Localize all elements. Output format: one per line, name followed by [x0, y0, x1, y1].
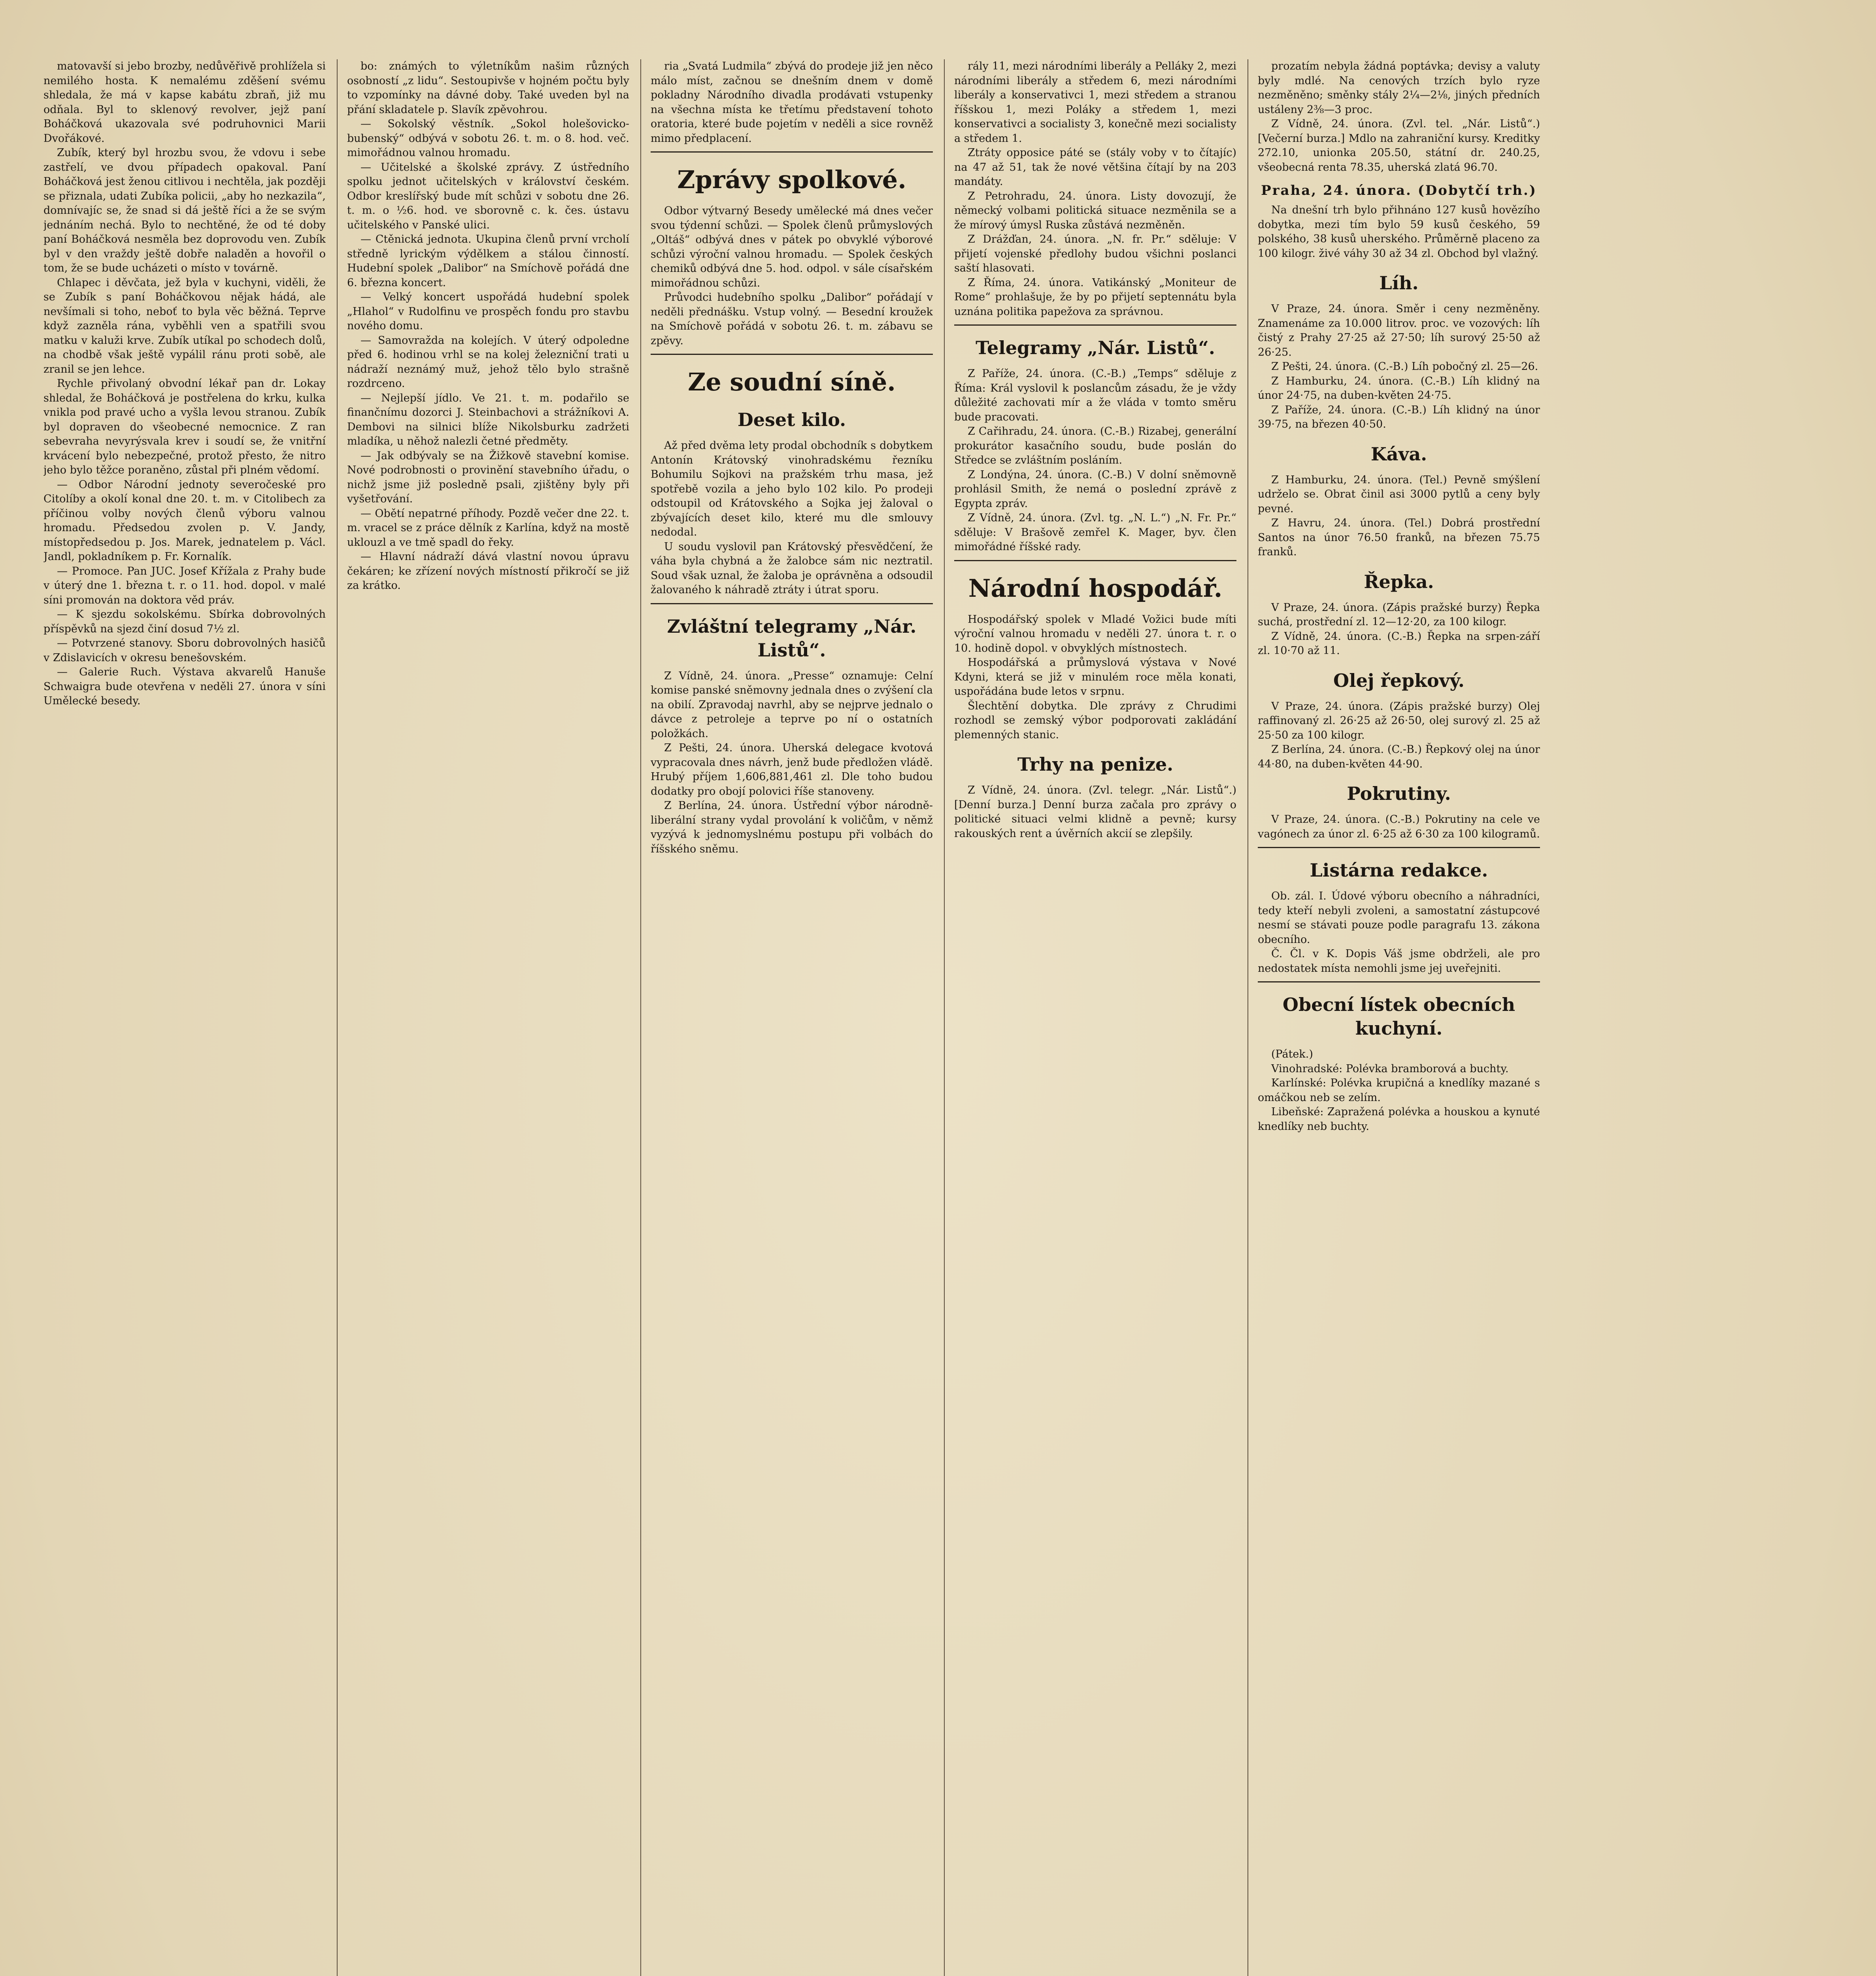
paragraph: Šlechtění dobytka. Dle zprávy z Chrudimi rozhodl se zemský výbor podporovati zakládání plemenných stanic.: [954, 700, 1236, 741]
column-rule: [640, 59, 641, 1976]
section-divider: [651, 603, 933, 604]
paragraph: U soudu vyslovil pan Krátovský přesvědčení, že váha byla chybná a že žalobce sám nic neztratil. Soud však uznal, že žaloba je oprávněna a odsoudil žalovaného k náhradě ztráty i útrat sporu.: [651, 540, 933, 596]
heading-obecni-listek: Obecní lístek obecních kuchyní.: [1282, 994, 1516, 1039]
paragraph: Z Vídně, 24. února. (Zvl. tg. „N. L.“) „N. Fr. Pr.“ sděluje: V Brašově zemřel K. Mager, byv. člen mimořádné říšské rady.: [954, 512, 1236, 553]
paragraph: Ob. zál. I. Údové výboru obecního a náhradníci, tedy kteří nebyli zvoleni, a samostatní zástupcové nesmí se stávati pouze podle paragrafu 13. zákona obecního.: [1258, 890, 1540, 946]
paragraph: Hospodářská a průmyslová výstava v Nové Kdyni, která se již v minulém roce měla konati, uspořádána bude letos v srpnu.: [954, 656, 1236, 698]
paragraph: Průvodci hudebního spolku „Dalibor“ pořádají v neděli přednášku. Vstup volný. — Besední kroužek na Smíchově pořádá v sobotu 26. t. m. zábavu se zpěvy.: [651, 291, 933, 347]
column-rule: [337, 59, 338, 1976]
paragraph: Z Vídně, 24. února. (C.-B.) Řepka na srpen-září zl. 10·70 až 11.: [1258, 630, 1540, 657]
zvlastni-telegramy-text: [651, 669, 933, 857]
paragraph: V Praze, 24. února. (C.-B.) Pokrutiny na cele ve vagónech za únor zl. 6·25 až 6·30 za 100 kilogramů.: [1258, 813, 1540, 840]
paragraph: Karlínské: Polévka krupičná a knedlíky mazané s omáčkou neb se zelím.: [1258, 1077, 1540, 1104]
kava-text: [1258, 473, 1540, 560]
paragraph: Hospodářský spolek v Mladé Vožici bude míti výroční valnou hromadu v neděli 27. února t. r. o 10. hodině dopol. v obvyklých místnostech.: [954, 613, 1236, 654]
paragraph: Ztráty opposice páté se (stály voby v to čítajíc) na 47 až 51, tak že nové většina čítají by na 203 mandáty.: [954, 147, 1236, 188]
paragraph: Zubík, který byl hrozbu svou, že vdovu i sebe zastřelí, ve dvou případech opakoval. Paní Boháčková jest ženou citlivou i nechtěla, jak později se přiznala, udati Zubíka policii, „aby ho nezkazila“, domnívajíc se, že snad si dá ještě říci a že se svým jednáním nechá. Bylo to nechtěné, že od té doby paní Boháčková nesměla bez doprovodu ven. Zubík byl v den vraždy ještě dobře naladěn a hovořil o tom, že se bude ucházeti o místo v továrně.: [43, 147, 326, 274]
heading-kava: Káva.: [1370, 443, 1427, 465]
paragraph: Z Vídně, 24. února. (Zvl. telegr. „Nár. Listů“.) [Denní burza.] Denní burza začala pro zprávy o politické situaci velmi klidně a pevně; kursy rakouských rent a úvěrních akcií se zlepšily.: [954, 784, 1236, 840]
section-heading-soudni-sin: Ze soudní síně.: [688, 368, 896, 396]
section-divider: [954, 324, 1236, 326]
paragraph: — K sjezdu sokolskému. Sbírka dobrovolných příspěvků na sjezd činí dosud 7½ zl.: [43, 608, 326, 635]
paragraph: — Učitelské a školské zprávy. Z ústředního spolku jednot učitelských v království českém. Odbor kreslířský bude mít schůzi v sobotu dne 26. t. m. o ½6. hod. ve sborovně c. k. čes. ústavu učitelského v Panské ulici.: [347, 161, 629, 231]
column-3-intro: [651, 59, 933, 146]
paragraph: Z Cařihradu, 24. února. (C.-B.) Rizabej, generální prokurátor kasačního soudu, bude poslán do Středce se zvláštním posláním.: [954, 425, 1236, 466]
paragraph: — Obětí nepatrné příhody. Pozdě večer dne 22. t. m. vracel se z práce dělník z Karlína, když na mostě uklouzl a ve tmě spadl do řeky.: [347, 507, 629, 549]
paragraph: matovavší si jebo brozby, nedůvěřivě prohlížela si nemilého hosta. K nemalému zděšení svému shledala, že má v kapse kabátu zbraň, již mu odňala. Byl to sklenový revolver, jejž paní Boháčková ukazovala své podruhovnici Marii Dvořákové.: [43, 60, 326, 145]
section-heading-trhy: Trhy na penize.: [1017, 754, 1174, 775]
paragraph: V Praze, 24. února. (Zápis pražské burzy) Řepka suchá, prostřední zl. 12—12·20, za 100 kilogr.: [1258, 601, 1540, 628]
column-1-text: [43, 59, 326, 709]
paragraph: rály 11, mezi národními liberály a Pelláky 2, mezi národními liberály a středem 6, mezi národními liberály a konservativci 1, mezi středem a stranou říšskou 1, mezi Poláky a středem 1, mezi konservativci a socialisty 3, konečně mezi socialisty a středem 1.: [954, 60, 1236, 145]
narodni-hospodar-text: [954, 613, 1236, 743]
lih-text: [1258, 302, 1540, 432]
paragraph: Odbor výtvarný Besedy umělecké má dnes večer svou týdenní schůzi. — Spolek členů průmyslových „Oltáš“ odbývá dnes v pátek po obvyklé výborové schůzi výroční valnou hromadu. — Spolek českých chemiků odbývá dne 5. hod. odpol. v sále císařském mimořádnou schůzi.: [651, 205, 933, 289]
telegramy-text: [954, 367, 1236, 554]
paragraph: Libeňské: Zapražená polévka a houskou a kynuté knedlíky neb buchty.: [1258, 1106, 1540, 1133]
column-4: [954, 59, 1236, 1976]
section-heading-zvlastni-telegramy: Zvláštní telegramy „Nár. Listů“.: [667, 615, 917, 661]
paragraph: Z Říma, 24. února. Vatikánský „Moniteur de Rome“ prohlašuje, že by po přijetí septennátu byla uznána politika papežova za správnou.: [954, 276, 1236, 318]
section-divider: [651, 151, 933, 153]
paragraph: — Odbor Národní jednoty severočeské pro Citolíby a okolí konal dne 20. t. m. v Citolibech za příčinou volby nových členů výboru valnou hromadu. Předsedou zvolen p. V. Jandy, místopředsedou p. Jos. Marek, jednatelem p. Václ. Jandl, pokladníkem p. Fr. Kornalík.: [43, 478, 326, 563]
paragraph: — Potvrzené stanovy. Sboru dobrovolných hasičů v Zdislavicích v okresu benešovském.: [43, 637, 326, 664]
paragraph: bo: známých to výletníkům našim různých osobností „z lidu“. Sestoupivše v hojném počtu byly to vzpomínky na dávné doby. Také uveden byl na přání skladatele p. Slavík zpěvohrou.: [347, 60, 629, 116]
section-heading-zpravy-spolkove: Zprávy spolkové.: [677, 165, 906, 194]
zpravy-spolkove-text: [651, 204, 933, 348]
paragraph: Rychle přivolaný obvodní lékař pan dr. Lokay shledal, že Boháčková je postřelena do krku, kulka vnikla pod pravé ucho a vyšla levou stranou. Zubík byl dopraven do všeobecné nemocnice. Z ran sebevraha nevyrýsvala krev i soudí se, že vnitřní krvácení bylo nebezpečné, protož přesto, že nitro jeho bylo těžce poraněno, zůstal při plném vědomí.: [43, 377, 326, 476]
paragraph: — Nejlepší jídlo. Ve 21. t. m. podařilo se finančnímu dozorci J. Steinbachovi a strážníkovi A. Dembovi na silnici blíže Nikolsburku zadržeti mladíka, u něhož nalezli četné předměty.: [347, 392, 629, 447]
paragraph: V Praze, 24. února. (Zápis pražské burzy) Olej raffinovaný zl. 26·25 až 26·50, olej surový zl. 25 až 25·50 za 100 kilogr.: [1258, 700, 1540, 741]
paragraph: Z Vídně, 24. února. (Zvl. tel. „Nár. Listů“.) [Večerní burza.] Mdlo na zahraniční kursy. Kreditky 272.10, unionka 205.50, státní dr. 240.25, všeobecná renta 78.35, uherská zlatá 96.70.: [1258, 118, 1540, 173]
paragraph: — Hlavní nádraží dává vlastní novou úpravu čekáren; ke zřízení nových místností přikročí se již za krátko.: [347, 551, 629, 592]
heading-listarna-redakce: Listárna redakce.: [1310, 860, 1488, 881]
heading-olej: Olej řepkový.: [1333, 669, 1465, 691]
paragraph: Chlapec i děvčata, jež byla v kuchyni, viděli, že se Zubík s paní Boháčkovou nějak hádá, ale nevšímali si toho, neboť to byla věc běžná. Teprve když zazněla rána, vyběhli ven a spatřili svou matku v kaluži krve. Zubík utíkal po schodech dolů, na chodbě však ještě vypálil ránu proti sobě, ale zranil se jen lehce.: [43, 276, 326, 375]
paragraph: Z Pešti, 24. února. Uherská delegace kvotová vypracovala dnes návrh, jenž bude předložen vládě. Hrubý příjem 1,606,881,461 zl. Dle toho budou dodatky pro obojí polovici říše stanoveny.: [651, 742, 933, 798]
section-heading-narodni-hospodar: Národní hospodář.: [968, 573, 1223, 603]
article-heading-deset-kilo: Deset kilo.: [737, 409, 846, 430]
section-divider: [1258, 847, 1540, 848]
paragraph: Na dnešní trh bylo přihnáno 127 kusů hovězího dobytka, mezi tím bylo 59 kusů českého, 59 polského, 38 kusů uherského. Průměrně placeno za 100 kilogr. živé váhy 30 až 34 zl. Obchod byl vlažný.: [1258, 204, 1540, 260]
paragraph: Z Petrohradu, 24. února. Listy dovozují, že německý volbami politická situace nezměnila se a že mírový úmysl Ruska zůstává nezměněn.: [954, 190, 1236, 231]
paragraph: Až před dvěma lety prodal obchodník s dobytkem Antonín Krátovský vinohradskému řezníku Bohumilu Sojkovi na pražském trhu masa, jež spotřebě vozila a jeho bylo 102 kilo. Po prodeji odstoupil od Krátovského a Sojka jej žaloval o zbývajících deset kilo, které mu dle smlouvy nedodal.: [651, 439, 933, 538]
repka-text: [1258, 601, 1540, 658]
column-5-intro: [1258, 59, 1540, 175]
paragraph: Z Hamburku, 24. února. (C.-B.) Líh klidný na únor 24·75, na duben-květen 24·75.: [1258, 375, 1540, 402]
column-1: [43, 59, 326, 1976]
paragraph: prozatím nebyla žádná poptávka; devisy a valuty byly mdlé. Na cenových trzích bylo ryze nezměněno; směnky stály 2¼—2⅛, jiných předních ustáleny 2⅜—3 proc.: [1258, 60, 1540, 116]
heading-repka: Řepka.: [1364, 571, 1434, 592]
soudni-sin-text: [651, 439, 933, 598]
section-divider: [1258, 981, 1540, 982]
paragraph: Z Vídně, 24. února. „Presse“ oznamuje: Celní komise panské sněmovny jednala dnes o zvýšení cla na obilí. Zpravodaj navrhl, aby se nejprve jednalo o dávce z petroleje a teprve po ní o ostatních položkách.: [651, 669, 933, 740]
heading-pokrutiny: Pokrutiny.: [1347, 783, 1451, 804]
paragraph: — Galerie Ruch. Výstava akvarelů Hanuše Schwaigra bude otevřena v neděli 27. února v síni Umělecké besedy.: [43, 666, 326, 707]
paragraph: Vinohradské: Polévka bramborová a buchty.: [1271, 1062, 1509, 1075]
paragraph: — Ctěnická jednota. Ukupina členů první vrcholí středně lyrickým výdělkem a stálou činností. Hudební spolek „Dalibor“ na Smíchově pořádá dne 6. března koncert.: [347, 233, 629, 289]
section-divider: [954, 560, 1236, 561]
paragraph: Č. Čl. v K. Dopis Váš jsme obdrželi, ale pro nedostatek místa nemohli jsme jej uveřejniti.: [1258, 948, 1540, 975]
paragraph: Z Londýna, 24. února. (C.-B.) V dolní sněmovně prohlásil Smith, že nemá o poslední zprávě z Egypta zpráv.: [954, 468, 1236, 510]
paragraph: Z Berlína, 24. února. (C.-B.) Řepkový olej na únor 44·80, na duben-květen 44·90.: [1258, 743, 1540, 770]
olej-text: [1258, 700, 1540, 772]
paragraph: — Sokolský věstník. „Sokol holešovicko-bubenský“ odbývá v sobotu 26. t. m. o 8. hod. več. mimořádnou valnou hromadu.: [347, 118, 629, 159]
paragraph: — Jak odbývaly se na Žižkově stavební komise. Nové podrobnosti o provinění stavebního úřadu, o nichž jsme již posledně psali, zjištěny byly při vyšetřování.: [347, 449, 629, 505]
column-5: [1258, 59, 1540, 1976]
dobytci-trh-text: [1258, 203, 1540, 261]
paragraph: ria „Svatá Ludmila“ zbývá do prodeje již jen něco málo míst, začnou se dnešním dnem v domě pokladny Národního divadla prodávati vstupenky na všechna místa ke třetímu představení tohoto oratoria, které bude pojetím v neděli a sice rovněž mimo předplacení.: [651, 60, 933, 145]
trhy-text: [954, 783, 1236, 841]
paragraph: V Praze, 24. února. Směr i ceny nezměněny. Znamenáme za 10.000 litrov. proc. ve vozových: líh čistý z Prahy 27·25 až 27·50; líh surový 25·50 až 26·25.: [1258, 303, 1540, 358]
subheading-praha-dobytci-trh: Praha, 24. února. (Dobytčí trh.): [1261, 183, 1537, 198]
paragraph: (Pátek.): [1271, 1048, 1313, 1060]
paragraph: Z Pešti, 24. února. (C.-B.) Líh pobočný zl. 25—26.: [1271, 360, 1538, 373]
column-2-text: [347, 59, 629, 593]
paragraph: Z Paříže, 24. února. (C.-B.) „Temps“ sděluje z Říma: Král vyslovil k poslancům zásadu, že je vždy důležité zachovati mír a že vláda v tomto směru bude pracovati.: [954, 368, 1236, 423]
paragraph: — Velký koncert uspořádá hudební spolek „Hlahol“ v Rudolfinu ve prospěch fondu pro stavbu nového domu.: [347, 291, 629, 332]
column-rule: [944, 59, 945, 1976]
pokrutiny-text: [1258, 813, 1540, 841]
heading-lih: Líh.: [1379, 272, 1419, 294]
section-divider: [651, 354, 933, 355]
column-2: [347, 59, 629, 1976]
column-4-intro: [954, 59, 1236, 319]
paragraph: Z Paříže, 24. února. (C.-B.) Líh klidný na únor 39·75, na březen 40·50.: [1258, 403, 1540, 430]
paragraph: Z Hamburku, 24. února. (Tel.) Pevně smýšlení udrželo se. Obrat činil asi 3000 pytlů a ceny byly pevné.: [1258, 473, 1540, 515]
section-heading-telegramy: Telegramy „Nár. Listů“.: [976, 337, 1215, 358]
paragraph: Z Drážďan, 24. února. „N. fr. Pr.“ sděluje: V přijetí vojenské předlohy budou všichni poslanci saští hlasovati.: [954, 233, 1236, 274]
listarna-text: [1258, 889, 1540, 976]
column-3: [651, 59, 933, 1976]
paragraph: Z Berlína, 24. února. Ústřední výbor národně-liberální strany vydal provolání k voličům, v němž vyzývá k jednomyslnému postupu při volbách do říšského sněmu.: [651, 799, 933, 855]
obecni-listek-text: [1258, 1047, 1540, 1134]
paragraph: Z Havru, 24. února. (Tel.) Dobrá prostřední Santos na únor 76.50 franků, na březen 75.75 franků.: [1258, 517, 1540, 558]
paragraph: — Promoce. Pan JUC. Josef Křížala z Prahy bude v úterý dne 1. března t. r. o 11. hod. dopol. v malé síni promován na doktora věd práv.: [43, 565, 326, 606]
paragraph: — Samovražda na kolejích. V úterý odpoledne před 6. hodinou vrhl se na kolej železniční trati u nádraží neznámý muž, jehož tělo bylo strašně rozdrceno.: [347, 334, 629, 390]
